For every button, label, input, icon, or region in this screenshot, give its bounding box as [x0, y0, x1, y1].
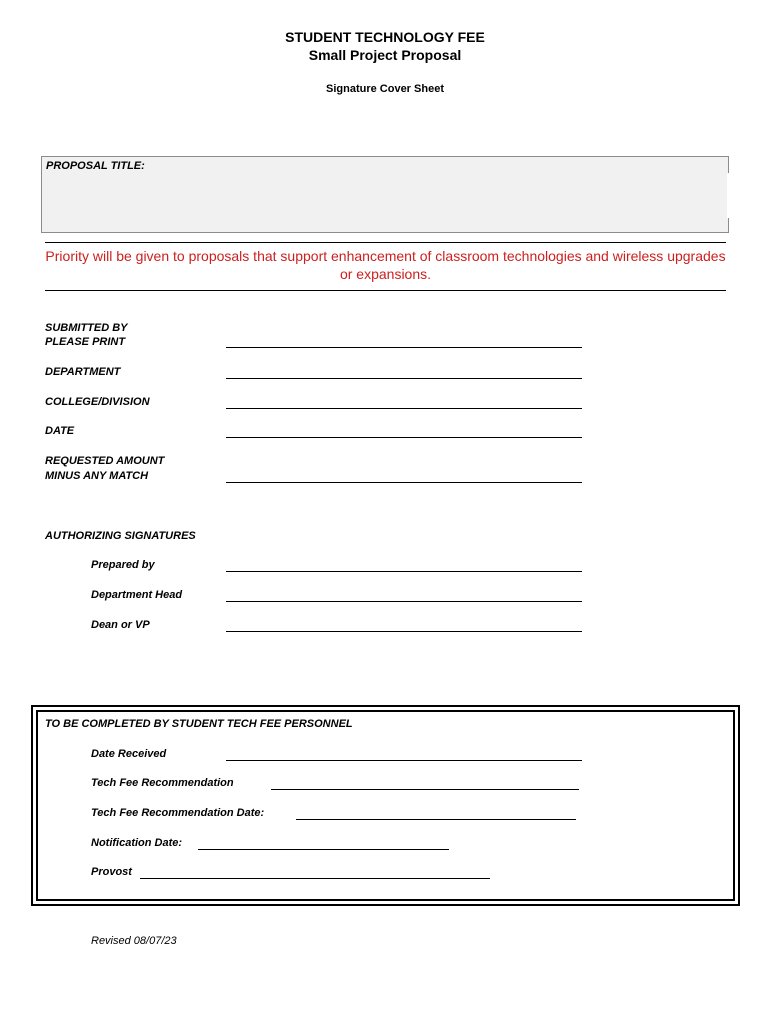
date-line[interactable]: [226, 437, 582, 438]
prepared-by-label: Prepared by: [91, 559, 155, 571]
date-received-line[interactable]: [226, 760, 582, 761]
revised-date: Revised 08/07/23: [91, 935, 177, 947]
proposal-title-box: [41, 156, 729, 233]
submitted-by-line[interactable]: [226, 347, 582, 348]
authorizing-signatures-heading: AUTHORIZING SIGNATURES: [45, 530, 196, 542]
department-line[interactable]: [226, 378, 582, 379]
dean-vp-line[interactable]: [226, 631, 582, 632]
recommendation-date-label: Tech Fee Recommendation Date:: [91, 807, 265, 819]
notification-date-line[interactable]: [198, 849, 449, 850]
date-label: DATE: [45, 425, 75, 437]
recommendation-line[interactable]: [271, 789, 579, 790]
department-head-label: Department Head: [91, 589, 183, 601]
college-division-label: COLLEGE/DIVISION: [45, 396, 150, 408]
provost-line[interactable]: [140, 878, 490, 879]
divider-top: [45, 242, 726, 243]
sheet-title: Signature Cover Sheet: [326, 83, 444, 95]
priority-note: Priority will be given to proposals that support enhancement of classroom technologies and wireless upgrades or expansions.: [45, 248, 726, 282]
personnel-heading: TO BE COMPLETED BY STUDENT TECH FEE PERSONNEL: [45, 718, 353, 730]
proposal-title-field[interactable]: [46, 173, 729, 218]
recommendation-label: Tech Fee Recommendation: [91, 777, 234, 789]
notification-date-label: Notification Date:: [91, 837, 183, 849]
proposal-title-label: PROPOSAL TITLE:: [46, 160, 145, 172]
requested-amount-line[interactable]: [226, 482, 582, 483]
minus-match-label: MINUS ANY MATCH: [45, 470, 149, 482]
department-label: DEPARTMENT: [45, 366, 121, 378]
department-head-line[interactable]: [226, 601, 582, 602]
provost-label: Provost: [91, 866, 132, 878]
dean-vp-label: Dean or VP: [91, 619, 150, 631]
divider-bottom: [45, 290, 726, 291]
requested-amount-label: REQUESTED AMOUNT: [45, 455, 165, 467]
please-print-label: PLEASE PRINT: [45, 336, 126, 348]
date-received-label: Date Received: [91, 748, 167, 760]
college-division-line[interactable]: [226, 408, 582, 409]
recommendation-date-line[interactable]: [296, 819, 576, 820]
document-title: STUDENT TECHNOLOGY FEE: [285, 29, 485, 45]
prepared-by-line[interactable]: [226, 571, 582, 572]
document-subtitle: Small Project Proposal: [308, 47, 462, 63]
submitted-by-label: SUBMITTED BY: [45, 322, 128, 334]
